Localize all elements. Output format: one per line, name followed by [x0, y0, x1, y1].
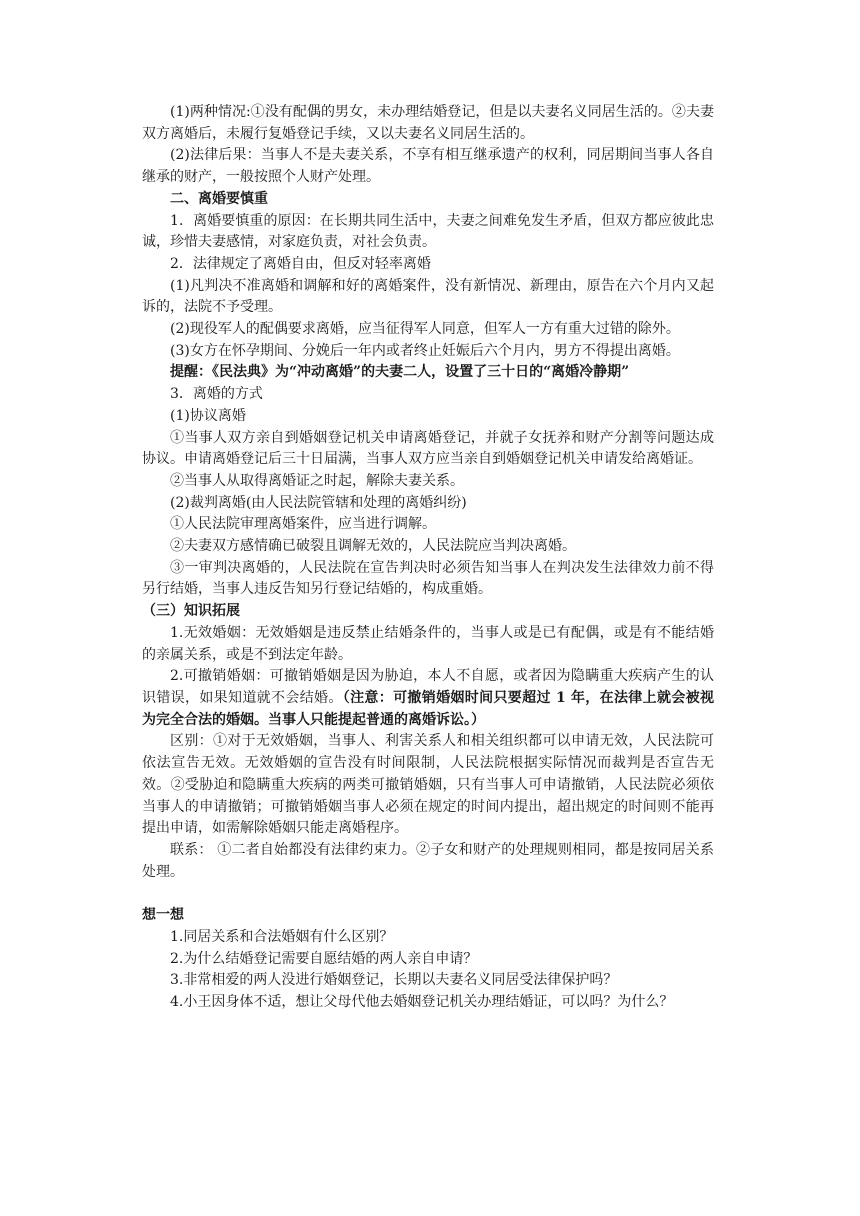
think-heading: 想一想: [142, 907, 184, 924]
judicial-step-3: ③一审判决离婚的，人民法院在宣告判决时必须告知当事人在判决发生法律效力前不得另行结婚，当事人违反告知另行登记结婚的，构成重婚。: [142, 559, 714, 598]
voidable-marriage: [142, 666, 714, 731]
voidable-marriage-note: （注意：可撤销婚姻时间只要超过 1 年，在法律上就会被视为完全合法的婚姻。当事人只能提起普通的离婚诉讼。）: [142, 689, 714, 728]
difference: 区别：①对于无效婚姻，当事人、利害关系人和相关组织都可以申请无效，人民法院可依法宣告无效。无效婚姻的宣告没有时间限制，人民法院根据实际情况而裁判是否宣告无效。②受胁迫和隐瞒重大疾病的两类可撤销婚姻，只有当事人可申请撤销，人民法院必须依当事人的申请撤销；可撤销婚姻当事人必须在规定的时间内提出，超出规定的时间则不能再提出申请，如需解除婚姻只能走离婚程序。: [142, 733, 714, 837]
question-1: 1.同居关系和合法婚姻有什么区别？: [170, 929, 394, 946]
agreement-step-1: ①当事人双方亲自到婚姻登记机关申请离婚登记，并就子女抚养和财产分割等问题达成协议。申请离婚登记后三十日届满，当事人双方应当亲自到婚姻登记机关申请发给离婚证。: [142, 429, 714, 468]
question-4: 4.小王因身体不适，想让父母代他去婚姻登记机关办理结婚证，可以吗？为什么？: [170, 994, 674, 1011]
cohabit-consequences: (2)法律后果：当事人不是夫妻关系，不享有相互继承遗产的权利，同居期间当事人各自继承的财产，一般按照个人财产处理。: [142, 147, 714, 186]
extend-heading: （三）知识拓展: [142, 603, 240, 620]
question-3: 3.非常相爱的两人没进行婚姻登记，长期以夫妻名义同居受法律保护吗？: [170, 972, 618, 989]
divorce-rule-3: (3)女方在怀孕期间、分娩后一年内或者终止妊娠后六个月内，男方不得提出离婚。: [170, 342, 680, 359]
divorce-methods: 3．离婚的方式: [170, 386, 263, 403]
void-marriage: 1.无效婚姻：无效婚姻是违反禁止结婚条件的，当事人或是已有配偶，或是有不能结婚的亲属关系，或是不到法定年龄。: [142, 624, 714, 663]
agreement-step-2: ②当事人从取得离婚证之时起，解除夫妻关系。: [170, 472, 464, 489]
document-body: [142, 102, 714, 1014]
divorce-reason: 1．离婚要慎重的原因：在长期共同生活中，夫妻之间难免发生矛盾，但双方都应彼此忠诚，珍惜夫妻感情，对家庭负责，对社会负责。: [142, 212, 714, 251]
voidable-marriage-text: 2.可撤销婚姻：可撤销婚姻是因为胁迫，本人不自愿，或者因为隐瞒重大疾病产生的认识错误，如果知道就不会结婚。: [142, 668, 714, 706]
agreement-divorce: (1)协议离婚: [170, 407, 246, 424]
judicial-divorce: (2)裁判离婚(由人民法院管辖和处理的离婚纠纷): [170, 494, 467, 511]
cohabit-situations: (1)两种情况:①没有配偶的男女，未办理结婚登记，但是以夫妻名义同居生活的。②夫妻双方离婚后，未履行复婚登记手续，又以夫妻名义同居生活的。: [142, 104, 714, 142]
spacer: [142, 883, 714, 905]
divorce-freedom: 2．法律规定了离婚自由，但反对轻率离婚: [170, 255, 431, 272]
judicial-step-2: ②夫妻双方感情确已破裂且调解无效的，人民法院应当判决离婚。: [170, 538, 576, 555]
divorce-heading: 二、离婚要慎重: [170, 190, 268, 207]
connection: 联系： ①二者自始都没有法律约束力。②子女和财产的处理规则相同，都是按同居关系处理。: [142, 841, 714, 880]
question-2: 2.为什么结婚登记需要自愿结婚的两人亲自申请？: [170, 950, 478, 967]
divorce-rule-2: (2)现役军人的配偶要求离婚，应当征得军人同意，但军人一方有重大过错的除外。: [170, 321, 680, 338]
divorce-rule-1: (1)凡判决不准离婚和调解和好的离婚案件，没有新情况、新理由，原告在六个月内又起诉的，法院不予受理。: [142, 277, 714, 316]
judicial-step-1: ①人民法院审理离婚案件，应当进行调解。: [170, 516, 436, 533]
cooling-off-tip: 提醒：《民法典》为“冲动离婚”的夫妻二人，设置了三十日的“离婚冷静期”: [170, 364, 630, 381]
